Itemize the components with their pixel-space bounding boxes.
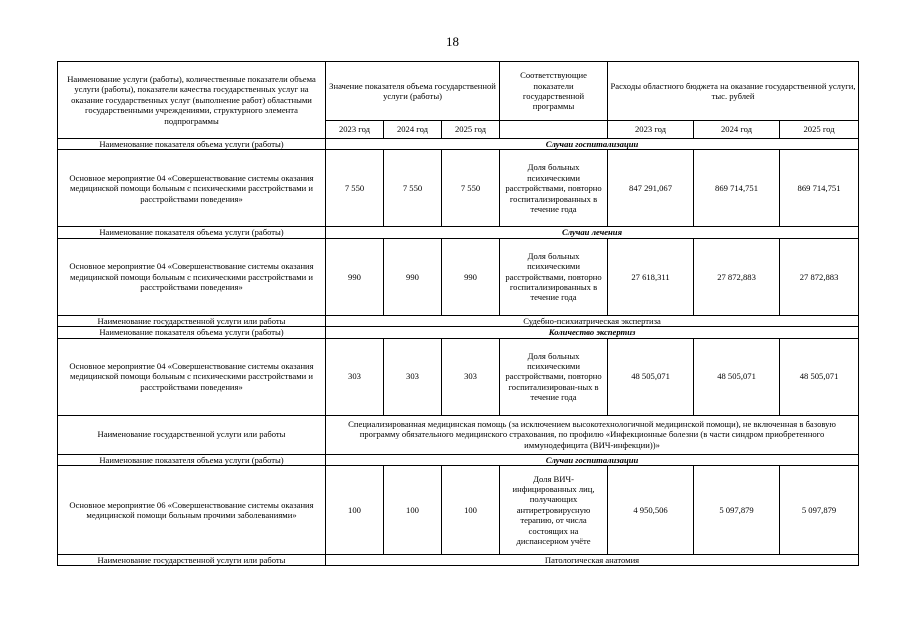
page-number: 18: [446, 34, 459, 49]
header-empty-cell: [500, 121, 608, 139]
program-indicator: Доля ВИЧ-инфицированных лиц, получающих антиретровирусную терапию, от числа состоящих на диспансерном учёте: [500, 466, 608, 555]
service-name: Специализированная медицинская помощь (за исключением высокотехнологичной медицинской помощи), не включенная в базовую программу обязательного медицинского страхования, по профилю «Инфекционные болезни (в части синдром приобретенного иммунодефицита (ВИЧ-инфекции))»: [326, 415, 859, 454]
program-indicator: Доля больных психическими расстройствами, повторно госпитализирован-ных в течение года: [500, 338, 608, 415]
header-expense-year: 2023 год: [608, 121, 694, 139]
indicator-name-label: Наименование показателя объема услуги (работы): [58, 327, 326, 338]
indicator-name-label: Наименование показателя объема услуги (работы): [58, 454, 326, 465]
value-cell: 990: [442, 238, 500, 315]
header-col-expenses: Расходы областного бюджета на оказание государственной услуги, тыс. рублей: [608, 62, 859, 121]
services-table: [57, 61, 859, 566]
service-name-label: Наименование государственной услуги или работы: [58, 315, 326, 326]
expense-cell: 48 505,071: [694, 338, 780, 415]
header-year: 2023 год: [326, 121, 384, 139]
expense-cell: 5 097,879: [780, 466, 859, 555]
value-cell: 990: [384, 238, 442, 315]
expense-cell: 27 872,883: [694, 238, 780, 315]
section-title: Случаи госпитализации: [326, 139, 859, 150]
service-name-label: Наименование государственной услуги или работы: [58, 415, 326, 454]
service-name: Судебно-психиатрическая экспертиза: [326, 315, 859, 326]
expense-cell: 869 714,751: [694, 150, 780, 227]
value-cell: 303: [326, 338, 384, 415]
program-indicator: Доля больных психическими расстройствами, повторно госпитализированных в течение года: [500, 150, 608, 227]
value-cell: 303: [384, 338, 442, 415]
value-cell: 303: [442, 338, 500, 415]
expense-cell: 4 950,506: [608, 466, 694, 555]
header-col-value: Значение показателя объема государственной услуги (работы): [326, 62, 500, 121]
event-name: Основное мероприятие 04 «Совершенствование системы оказания медицинской помощи больным с психическими расстройствами и расстройствами поведения»: [58, 238, 326, 315]
indicator-name-label: Наименование показателя объема услуги (работы): [58, 139, 326, 150]
header-year: 2025 год: [442, 121, 500, 139]
expense-cell: 5 097,879: [694, 466, 780, 555]
expense-cell: 847 291,067: [608, 150, 694, 227]
value-cell: 7 550: [384, 150, 442, 227]
value-cell: 100: [326, 466, 384, 555]
section-title: Количество экспертиз: [326, 327, 859, 338]
header-expense-year: 2024 год: [694, 121, 780, 139]
expense-cell: 27 618,311: [608, 238, 694, 315]
event-name: Основное мероприятие 04 «Совершенствование системы оказания медицинской помощи больным с психическими расстройствами и расстройствами поведения»: [58, 150, 326, 227]
expense-cell: 48 505,071: [780, 338, 859, 415]
section-title: Случаи лечения: [326, 227, 859, 238]
value-cell: 7 550: [442, 150, 500, 227]
header-year: 2024 год: [384, 121, 442, 139]
expense-cell: 48 505,071: [608, 338, 694, 415]
header-col-description: Наименование услуги (работы), количественные показатели объема услуги (работы), показатели качества государственных услуг на оказание государственных услуг (выполнение работ) областными государственными учреждениями, структурного элемента подпрограммы: [58, 62, 326, 139]
value-cell: 100: [442, 466, 500, 555]
header-expense-year: 2025 год: [780, 121, 859, 139]
service-name-label: Наименование государственной услуги или работы: [58, 555, 326, 566]
event-name: Основное мероприятие 06 «Совершенствование системы оказания медицинской помощи больным прочими заболеваниями»: [58, 466, 326, 555]
value-cell: 990: [326, 238, 384, 315]
program-indicator: Доля больных психическими расстройствами, повторно госпитализированных в течение года: [500, 238, 608, 315]
value-cell: 7 550: [326, 150, 384, 227]
expense-cell: 869 714,751: [780, 150, 859, 227]
expense-cell: 27 872,883: [780, 238, 859, 315]
header-col-indicators: Соответствующие показатели государственной программы: [500, 62, 608, 121]
indicator-name-label: Наименование показателя объема услуги (работы): [58, 227, 326, 238]
value-cell: 100: [384, 466, 442, 555]
section-title: Случаи госпитализации: [326, 454, 859, 465]
event-name: Основное мероприятие 04 «Совершенствование системы оказания медицинской помощи больным с психическими расстройствами и расстройствами поведения»: [58, 338, 326, 415]
service-name: Патологическая анатомия: [326, 555, 859, 566]
